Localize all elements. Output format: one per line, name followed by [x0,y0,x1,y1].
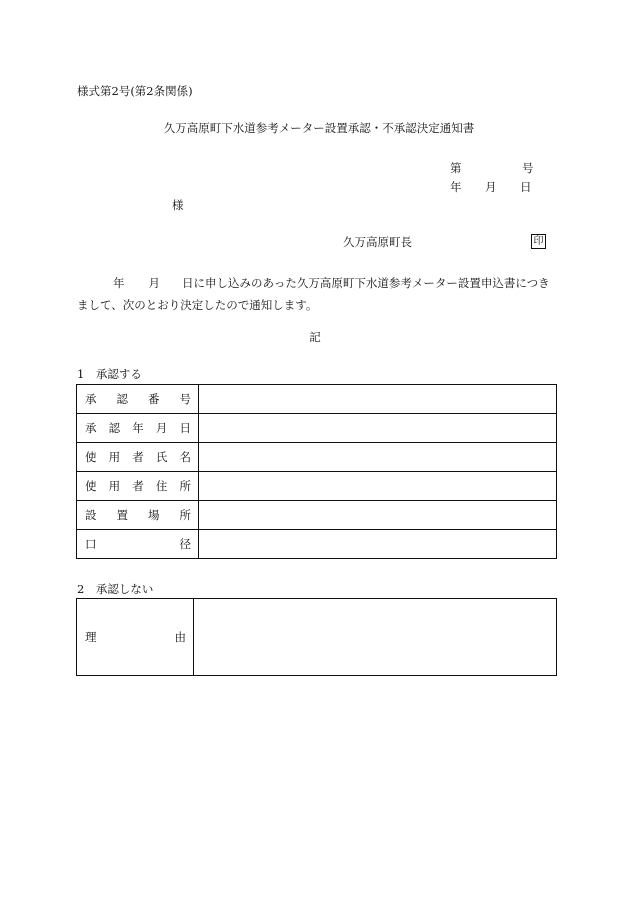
label-char: 認 [108,421,121,435]
row-value-cell[interactable] [199,472,557,501]
ki-heading: 記 [309,330,321,344]
label-char: 由 [174,630,186,644]
row-label [85,478,191,494]
table-row [77,599,557,676]
row-label-cell [77,385,199,414]
label-char: 日 [179,421,191,435]
row-label [85,536,191,552]
addressee-suffix: 様 [172,198,184,212]
label-char: 名 [179,450,191,464]
row-value-cell[interactable] [199,443,557,472]
label-char: 承 [85,392,97,406]
section-approve-heading: 1 承認する [77,367,142,381]
label-char: 年 [132,421,144,435]
date-year-label: 年 [450,180,462,194]
label-char: 設 [85,508,97,522]
label-char: 月 [155,421,168,435]
label-char: 使 [85,479,97,493]
label-char: 住 [155,479,168,493]
reason-label [85,629,186,645]
issuer-name: 久万高原町長 [343,235,412,249]
reason-value-cell[interactable] [194,599,557,676]
rejection-table [76,598,557,676]
label-char: 者 [132,450,144,464]
approval-table [76,384,557,559]
body-year-label: 年 [113,276,125,290]
form-label: 様式第2号(第2条関係) [77,84,193,98]
label-char: 承 [85,421,97,435]
row-value-cell[interactable] [199,414,557,443]
row-label [85,507,191,523]
table-row [77,501,557,530]
row-value-cell[interactable] [199,385,557,414]
row-label-cell [77,443,199,472]
label-char: 口 [85,537,97,551]
row-label-cell [77,530,199,559]
table-row [77,414,557,443]
label-char: 所 [179,479,191,493]
label-char: 番 [148,392,160,406]
label-char: 用 [108,450,121,464]
document-title: 久万高原町下水道参考メーター設置承認・不承認決定通知書 [163,121,475,135]
number-prefix: 第 [450,161,462,175]
label-char: 氏 [155,450,168,464]
label-char: 号 [179,392,191,406]
label-char: 認 [116,392,128,406]
label-char: 置 [116,508,128,522]
label-char: 理 [85,630,97,644]
date-month-label: 月 [485,180,497,194]
number-suffix: 号 [522,161,534,175]
section-reject-heading: 2 承認しない [77,582,154,596]
table-row [77,443,557,472]
body-month-label: 月 [148,276,160,290]
row-label [85,449,191,465]
row-label [85,391,191,407]
label-char: 場 [148,508,160,522]
table-row [77,385,557,414]
notice-body [77,272,557,316]
seal-mark: 印 [531,234,546,249]
label-char: 径 [179,537,191,551]
label-char: 所 [179,508,191,522]
table-row [77,472,557,501]
body-text: 日に申し込みのあった久万高原町下水道参考メーター設置申込書につきまして、次のとおり決定したので通知します。 [77,276,550,312]
row-label [85,420,191,436]
row-label-cell [77,501,199,530]
label-char: 使 [85,450,97,464]
row-value-cell[interactable] [199,501,557,530]
table-row [77,530,557,559]
label-char: 用 [108,479,121,493]
row-label-cell [77,414,199,443]
date-day-label: 日 [520,180,532,194]
row-label-cell [77,472,199,501]
label-char: 者 [132,479,144,493]
row-value-cell[interactable] [199,530,557,559]
reason-label-cell [77,599,194,676]
